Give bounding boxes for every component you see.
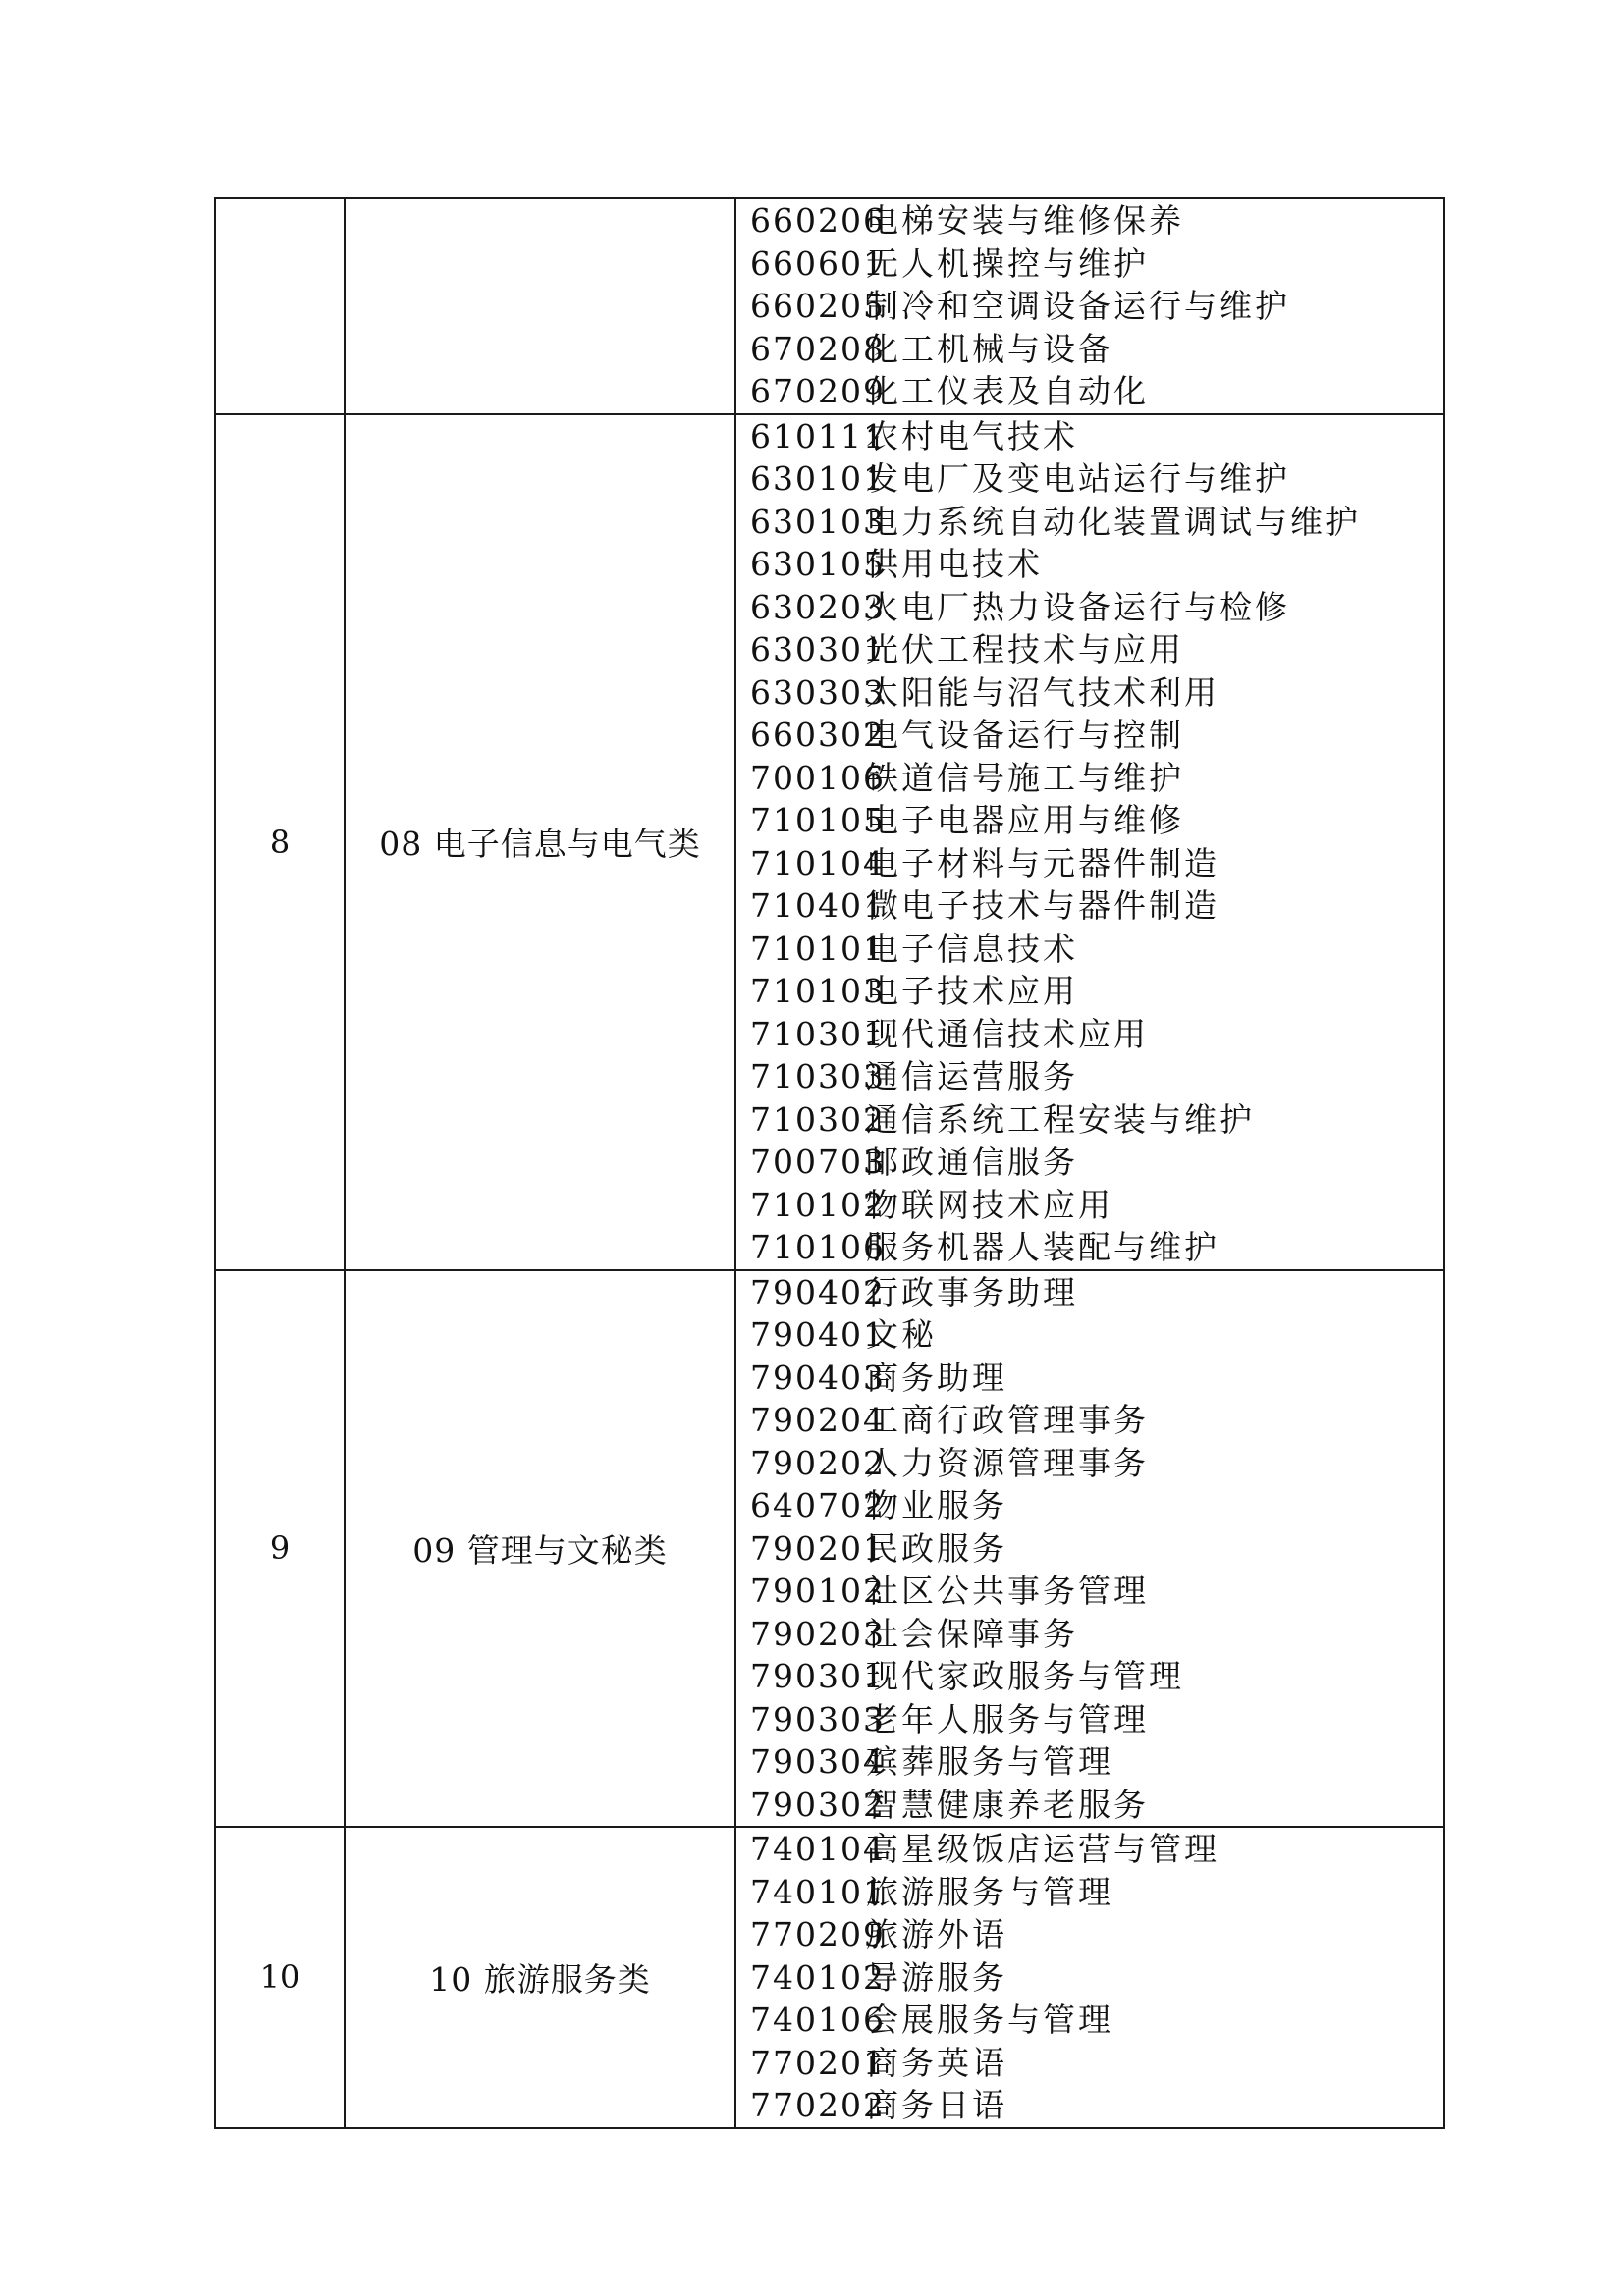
major-item — [750, 415, 1443, 458]
major-code: 710302 — [750, 1099, 886, 1139]
major-name: 电子电器应用与维修 — [866, 801, 1184, 839]
majors-cell — [735, 414, 1444, 1270]
major-item — [750, 1740, 1443, 1784]
majors-cell — [735, 198, 1444, 414]
major-code: 630203 — [750, 587, 886, 626]
major-item — [750, 714, 1443, 757]
major-code: 670208 — [750, 329, 886, 368]
major-name: 农村电气技术 — [866, 416, 1078, 455]
major-code: 630101 — [750, 459, 886, 498]
major-item — [750, 1828, 1443, 1871]
major-item — [750, 1271, 1443, 1314]
major-item — [750, 1570, 1443, 1613]
major-item — [750, 1613, 1443, 1656]
major-item — [750, 1357, 1443, 1400]
major-code: 790402 — [750, 1272, 886, 1311]
major-code: 790203 — [750, 1614, 886, 1653]
major-name: 旅游外语 — [866, 1915, 1007, 1953]
major-name: 电子技术应用 — [866, 972, 1078, 1010]
majors-cell — [735, 1270, 1444, 1828]
major-code: 630105 — [750, 545, 886, 583]
major-name: 商务助理 — [866, 1358, 1007, 1397]
major-item — [750, 242, 1443, 286]
major-code: 790403 — [750, 1358, 886, 1397]
major-code: 740102 — [750, 1957, 886, 1997]
row-number-cell: 9 — [215, 1270, 345, 1828]
major-code: 790303 — [750, 1699, 886, 1738]
majors-table — [214, 197, 1445, 2129]
major-item — [750, 586, 1443, 629]
major-name: 铁道信号施工与维护 — [866, 758, 1184, 797]
major-name: 邮政通信服务 — [866, 1143, 1078, 1181]
major-item — [750, 1784, 1443, 1827]
major-code: 660206 — [750, 201, 886, 240]
major-code: 790202 — [750, 1443, 886, 1482]
majors-cell — [735, 1827, 1444, 2128]
major-name: 太阳能与沼气技术利用 — [866, 672, 1219, 712]
major-code: 710102 — [750, 1185, 886, 1224]
major-name: 殡葬服务与管理 — [866, 1742, 1113, 1781]
major-name: 光伏工程技术与应用 — [866, 630, 1184, 668]
major-item — [750, 1226, 1443, 1269]
major-name: 文秘 — [866, 1315, 937, 1354]
major-code: 630303 — [750, 672, 886, 712]
category-cell: 08 电子信息与电气类 — [345, 414, 735, 1270]
major-name: 电气设备运行与控制 — [866, 716, 1184, 754]
major-item — [750, 1399, 1443, 1442]
major-name: 电梯安装与维修保养 — [866, 201, 1184, 240]
major-name: 物业服务 — [866, 1486, 1007, 1524]
major-name: 无人机操控与维护 — [866, 243, 1149, 283]
major-code: 790304 — [750, 1742, 886, 1781]
major-code: 710105 — [750, 801, 886, 839]
major-name: 会展服务与管理 — [866, 2001, 1113, 2039]
major-code: 630103 — [750, 502, 886, 541]
major-item — [750, 370, 1443, 413]
major-code: 700106 — [750, 758, 886, 797]
major-item — [750, 285, 1443, 328]
major-item — [750, 2084, 1443, 2127]
table-row — [215, 414, 1444, 1270]
major-item — [750, 1871, 1443, 1914]
major-name: 化工仪表及自动化 — [866, 372, 1149, 410]
row-number-cell: 8 — [215, 414, 345, 1270]
major-item — [750, 928, 1443, 971]
major-name: 服务机器人装配与维护 — [866, 1228, 1219, 1266]
major-name: 微电子技术与器件制造 — [866, 886, 1219, 925]
major-name: 发电厂及变电站运行与维护 — [866, 459, 1290, 498]
major-code: 710303 — [750, 1057, 886, 1095]
row-number-cell: 10 — [215, 1827, 345, 2128]
major-name: 通信运营服务 — [866, 1057, 1078, 1095]
major-item — [750, 1999, 1443, 2042]
major-name: 电子信息技术 — [866, 929, 1078, 968]
table-row — [215, 198, 1444, 414]
major-code: 740106 — [750, 2001, 886, 2039]
category-cell — [345, 198, 735, 414]
major-code: 710106 — [750, 1228, 886, 1266]
major-name: 通信系统工程安装与维护 — [866, 1099, 1255, 1139]
major-code: 770202 — [750, 2086, 886, 2124]
major-code: 660302 — [750, 716, 886, 754]
major-code: 790201 — [750, 1528, 886, 1568]
major-item — [750, 884, 1443, 928]
major-item — [750, 501, 1443, 544]
major-item — [750, 799, 1443, 842]
major-code: 700703 — [750, 1143, 886, 1181]
major-item — [750, 757, 1443, 800]
major-code: 670209 — [750, 372, 886, 410]
major-code: 790204 — [750, 1401, 886, 1439]
major-item — [750, 1313, 1443, 1357]
major-code: 770209 — [750, 1915, 886, 1953]
major-name: 导游服务 — [866, 1957, 1007, 1997]
major-name: 民政服务 — [866, 1528, 1007, 1568]
major-code: 710101 — [750, 929, 886, 968]
table-body — [215, 198, 1444, 2128]
major-code: 660601 — [750, 243, 886, 283]
major-item — [750, 1442, 1443, 1485]
major-item — [750, 1098, 1443, 1142]
category-cell: 10 旅游服务类 — [345, 1827, 735, 2128]
major-item — [750, 1913, 1443, 1956]
major-name: 老年人服务与管理 — [866, 1699, 1149, 1738]
category-cell: 09 管理与文秘类 — [345, 1270, 735, 1828]
major-item — [750, 842, 1443, 885]
major-item — [750, 328, 1443, 371]
table-row — [215, 1827, 1444, 2128]
major-code: 790401 — [750, 1315, 886, 1354]
major-item — [750, 2042, 1443, 2085]
major-item — [750, 457, 1443, 501]
major-code: 740101 — [750, 1872, 886, 1911]
major-name: 化工机械与设备 — [866, 329, 1113, 368]
major-name: 行政事务助理 — [866, 1272, 1078, 1311]
major-code: 710103 — [750, 972, 886, 1010]
major-item — [750, 1055, 1443, 1098]
major-name: 火电厂热力设备运行与检修 — [866, 587, 1290, 626]
major-item — [750, 1527, 1443, 1571]
major-item — [750, 628, 1443, 671]
table-row — [215, 1270, 1444, 1828]
major-item — [750, 543, 1443, 586]
major-name: 现代家政服务与管理 — [866, 1657, 1184, 1695]
major-code: 660205 — [750, 287, 886, 325]
major-item — [750, 1141, 1443, 1184]
major-name: 制冷和空调设备运行与维护 — [866, 287, 1290, 325]
major-name: 社会保障事务 — [866, 1614, 1078, 1653]
major-name: 电力系统自动化装置调试与维护 — [866, 502, 1361, 541]
major-name: 社区公共事务管理 — [866, 1572, 1149, 1610]
major-name: 商务英语 — [866, 2043, 1007, 2082]
major-name: 智慧健康养老服务 — [866, 1785, 1149, 1824]
major-name: 供用电技术 — [866, 545, 1043, 583]
major-code: 710104 — [750, 843, 886, 882]
major-name: 高星级饭店运营与管理 — [866, 1830, 1219, 1868]
major-item — [750, 1655, 1443, 1698]
major-name: 工商行政管理事务 — [866, 1401, 1149, 1439]
major-name: 旅游服务与管理 — [866, 1872, 1113, 1911]
major-item — [750, 1184, 1443, 1227]
major-name: 现代通信技术应用 — [866, 1014, 1149, 1053]
major-code: 790301 — [750, 1657, 886, 1695]
major-code: 610111 — [750, 416, 886, 455]
major-code: 790302 — [750, 1785, 886, 1824]
major-name: 电子材料与元器件制造 — [866, 843, 1219, 882]
major-code: 790102 — [750, 1572, 886, 1610]
major-item — [750, 671, 1443, 715]
major-name: 物联网技术应用 — [866, 1185, 1113, 1224]
major-code: 630301 — [750, 630, 886, 668]
major-item — [750, 1698, 1443, 1741]
major-code: 770201 — [750, 2043, 886, 2082]
major-item — [750, 199, 1443, 242]
major-item — [750, 970, 1443, 1013]
major-item — [750, 1013, 1443, 1056]
major-item — [750, 1484, 1443, 1527]
major-code: 640702 — [750, 1486, 886, 1524]
major-item — [750, 1956, 1443, 2000]
major-name: 商务日语 — [866, 2086, 1007, 2124]
major-code: 710301 — [750, 1014, 886, 1053]
major-code: 740104 — [750, 1830, 886, 1868]
major-name: 人力资源管理事务 — [866, 1443, 1149, 1482]
major-code: 710401 — [750, 886, 886, 925]
row-number-cell — [215, 198, 345, 414]
